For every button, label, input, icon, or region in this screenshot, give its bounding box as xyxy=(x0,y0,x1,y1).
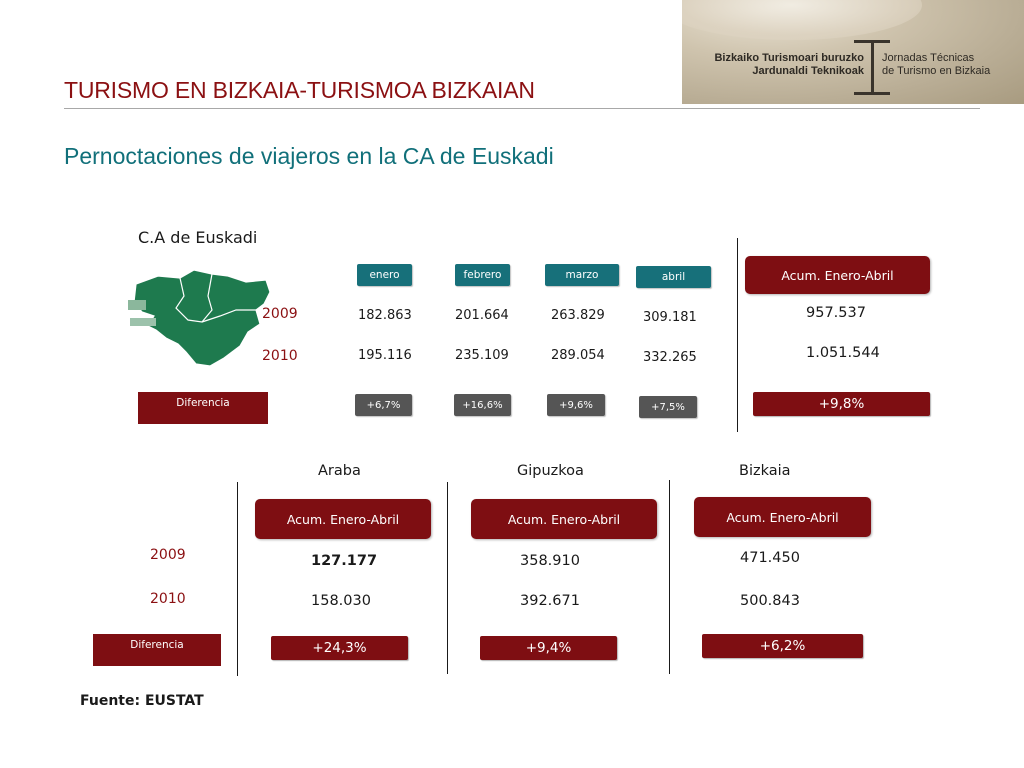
araba-2009-value: 127.177 xyxy=(311,553,378,569)
bizkaia-2010-value: 500.843 xyxy=(740,593,800,609)
gipuzkoa-2010-value: 392.671 xyxy=(520,593,580,609)
logo-icon xyxy=(871,42,874,94)
acum-enero-abril-header: Acum. Enero-Abril xyxy=(745,256,930,294)
section-divider xyxy=(737,238,738,432)
gipuzkoa-acum-header: Acum. Enero-Abril xyxy=(471,499,657,539)
slide-title: TURISMO EN BIZKAIA-TURISMOA BIZKAIAN xyxy=(64,77,535,103)
province-year-2009-label: 2009 xyxy=(150,547,186,563)
araba-2010-value: 158.030 xyxy=(311,593,371,609)
value-2009-enero: 182.863 xyxy=(358,308,412,323)
value-2010-abril: 332.265 xyxy=(643,350,697,365)
diff-pill-marzo: +9,6% xyxy=(547,394,605,416)
euskadi-map-icon xyxy=(128,266,274,370)
province-divider-2 xyxy=(447,482,448,674)
month-pill-febrero: febrero xyxy=(455,264,510,286)
banner-basque-text: Bizkaiko Turismoari buruzko Jardunaldi Teknikoak xyxy=(714,52,864,77)
province-head-bizkaia: Bizkaia xyxy=(739,463,791,479)
month-pill-enero: enero xyxy=(357,264,412,286)
value-2010-febrero: 235.109 xyxy=(455,348,509,363)
logo-icon-bottom xyxy=(854,92,890,95)
sand-wave-decoration xyxy=(682,0,922,40)
year-2009-label: 2009 xyxy=(262,306,298,322)
acum-2010-value: 1.051.544 xyxy=(806,345,880,361)
bizkaia-diff-pill: +6,2% xyxy=(702,634,863,658)
diff-pill-febrero: +16,6% xyxy=(454,394,511,416)
value-2010-marzo: 289.054 xyxy=(551,348,605,363)
province-year-2010-label: 2010 xyxy=(150,591,186,607)
province-head-gipuzkoa: Gipuzkoa xyxy=(517,463,584,479)
araba-acum-header: Acum. Enero-Abril xyxy=(255,499,431,539)
month-pill-abril: abril xyxy=(636,266,711,288)
region-title: C.A de Euskadi xyxy=(138,228,258,247)
source-note: Fuente: EUSTAT xyxy=(80,693,204,709)
province-diferencia-label: Diferencia xyxy=(93,634,221,666)
month-pill-marzo: marzo xyxy=(545,264,619,286)
value-2009-febrero: 201.664 xyxy=(455,308,509,323)
province-head-araba: Araba xyxy=(318,463,361,479)
acum-2009-value: 957.537 xyxy=(806,305,866,321)
value-2009-abril: 309.181 xyxy=(643,310,697,325)
title-divider xyxy=(64,108,980,109)
value-2009-marzo: 263.829 xyxy=(551,308,605,323)
province-divider-3 xyxy=(669,480,670,674)
bizkaia-2009-value: 471.450 xyxy=(740,550,800,566)
bizkaia-acum-header: Acum. Enero-Abril xyxy=(694,497,871,537)
diff-pill-abril: +7,5% xyxy=(639,396,697,418)
diferencia-label: Diferencia xyxy=(138,392,268,424)
araba-diff-pill: +24,3% xyxy=(271,636,408,660)
year-2010-label: 2010 xyxy=(262,348,298,364)
banner-spanish-text: Jornadas Técnicas de Turismo en Bizkaia xyxy=(882,52,991,77)
slide-subtitle: Pernoctaciones de viajeros en la CA de Euskadi xyxy=(64,143,554,169)
event-banner xyxy=(682,0,1024,104)
gipuzkoa-2009-value: 358.910 xyxy=(520,553,580,569)
province-divider-1 xyxy=(237,482,238,676)
gipuzkoa-diff-pill: +9,4% xyxy=(480,636,617,660)
value-2010-enero: 195.116 xyxy=(358,348,412,363)
diff-pill-enero: +6,7% xyxy=(355,394,412,416)
acum-diff-pill: +9,8% xyxy=(753,392,930,416)
